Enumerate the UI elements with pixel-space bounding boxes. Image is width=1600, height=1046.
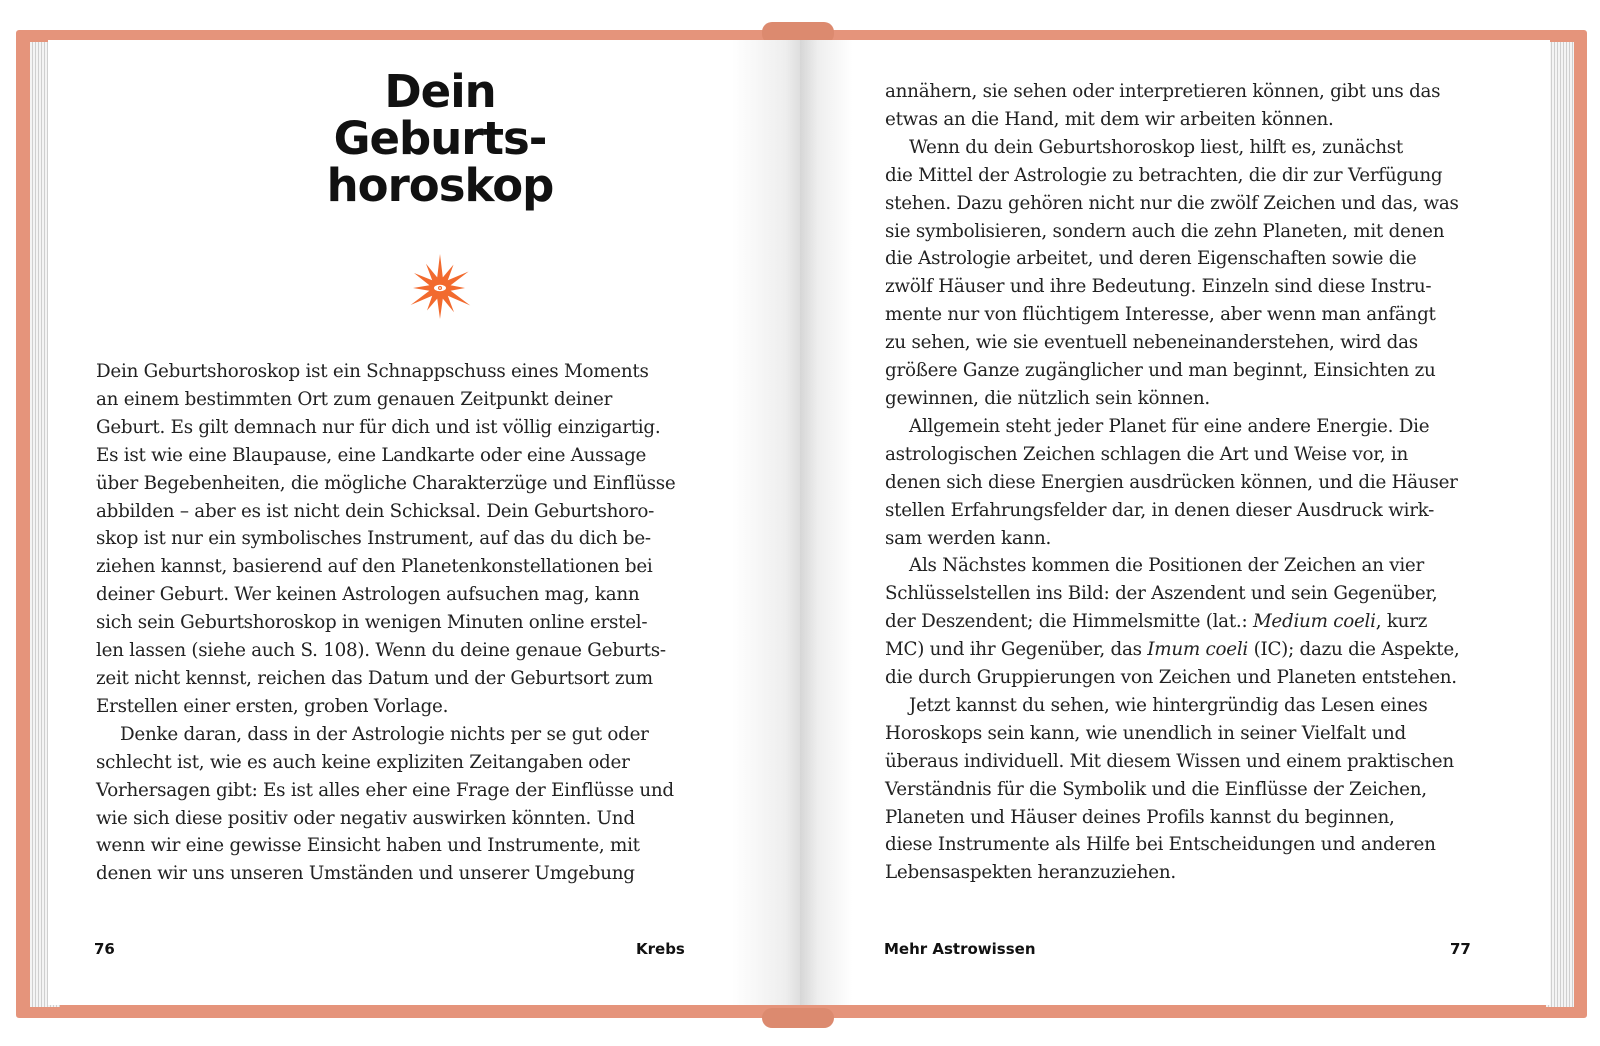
text-line: diese Instrumente als Hilfe bei Entscheidungen und anderen xyxy=(885,834,1436,856)
text-line: sich sein Geburtshoroskop in wenigen Minuten online erstel- xyxy=(96,612,648,634)
text-segment: (IC); dazu die Aspekte, xyxy=(1248,639,1460,661)
text-line: Vorhersagen gibt: Es ist alles eher eine Frage der Einflüsse und xyxy=(96,779,674,801)
text-line: Jetzt kannst du sehen, wie hintergründig das Lesen eines xyxy=(909,694,1428,716)
text-line: größere Ganze zugänglicher und man beginnt, Einsichten zu xyxy=(885,360,1436,382)
text-line: Dein Geburtshoroskop ist ein Schnappschuss eines Moments xyxy=(96,361,649,382)
text-line: wenn wir eine gewisse Einsicht haben und Instrumente, mit xyxy=(96,835,640,857)
text-line: Als Nächstes kommen die Positionen der Zeichen an vier xyxy=(909,555,1424,577)
text-line: Erstellen einer ersten, groben Vorlage. xyxy=(96,695,449,717)
text-line: schlecht ist, wie es auch keine expliziten Zeitangaben oder xyxy=(96,751,630,773)
text-line: stehen. Dazu gehören nicht nur die zwölf Zeichen und das, was xyxy=(885,192,1459,214)
text-line: abbilden – aber es ist nicht dein Schicksal. Dein Geburtshoro- xyxy=(96,500,655,522)
text-line: annähern, sie sehen oder interpretieren können, gibt uns das xyxy=(885,81,1441,102)
text-line: zwölf Häuser und ihre Bedeutung. Einzeln sind diese Instru- xyxy=(885,276,1432,298)
text-line xyxy=(885,608,1497,636)
text-line: zeit nicht kennst, reichen das Datum und der Geburtsort zum xyxy=(96,667,653,689)
text-line xyxy=(885,636,1497,664)
page-number-right: 77 xyxy=(1450,940,1471,958)
text-line: Denke daran, dass in der Astrologie nichts per se gut oder xyxy=(120,723,649,745)
chapter-title-line: horoskop xyxy=(326,159,554,212)
text-line: denen sich diese Energien ausdrücken können, und die Häuser xyxy=(885,471,1458,493)
text-line: stellen Erfahrungsfelder dar, in denen dieser Ausdruck wirk- xyxy=(885,499,1435,521)
star-burst-eye-icon xyxy=(404,252,476,324)
text-line: mente nur von flüchtigem Interesse, aber wenn man anfängt xyxy=(885,304,1436,326)
text-line: Lebensaspekten heranzuziehen. xyxy=(885,862,1176,884)
italic-term: Medium coeli xyxy=(1252,611,1376,633)
italic-term: Imum coeli xyxy=(1147,639,1249,661)
running-footer-left: Krebs xyxy=(636,940,685,958)
page-number-left: 76 xyxy=(94,940,115,958)
right-page xyxy=(800,40,1550,1005)
text-line: die Mittel der Astrologie zu betrachten, die dir zur Verfügung xyxy=(885,164,1443,186)
text-line: skop ist nur ein symbolisches Instrument, auf das du dich be- xyxy=(96,528,651,550)
text-line: denen wir uns unseren Umständen und unserer Umgebung xyxy=(96,863,635,885)
right-body-text xyxy=(885,78,1497,887)
text-line: Allgemein steht jeder Planet für eine andere Energie. Die xyxy=(909,415,1430,437)
text-segment: der Deszendent; die Himmelsmitte (lat.: xyxy=(885,611,1253,633)
text-line: sam werden kann. xyxy=(885,527,1052,549)
text-line: zu sehen, wie sie eventuell nebeneinanderstehen, wird das xyxy=(885,332,1418,354)
text-line: Horoskops sein kann, wie unendlich in seiner Vielfalt und xyxy=(885,722,1407,744)
text-line: deiner Geburt. Wer keinen Astrologen aufsuchen mag, kann xyxy=(96,584,640,606)
text-line: gewinnen, die nützlich sein können. xyxy=(885,387,1210,409)
chapter-title-line: Geburts- xyxy=(333,112,547,165)
text-line: sie symbolisieren, sondern auch die zehn Planeten, mit denen xyxy=(885,220,1445,242)
left-page xyxy=(48,40,808,1005)
text-line: astrologischen Zeichen schlagen die Art und Weise vor, in xyxy=(885,443,1408,465)
text-line: überaus individuell. Mit diesem Wissen und einem praktischen xyxy=(885,750,1454,772)
text-line: ziehen kannst, basierend auf den Planetenkonstellationen bei xyxy=(96,556,653,578)
text-line: wie sich diese positiv oder negativ auswirken könnten. Und xyxy=(96,807,635,829)
text-line: Geburt. Es gilt demnach nur für dich und ist völlig einzigartig. xyxy=(96,416,661,438)
text-line: Verständnis für die Symbolik und die Einflüsse der Zeichen, xyxy=(885,778,1427,800)
book-spine-bottom xyxy=(762,1008,834,1028)
text-line: die Astrologie arbeitet, und deren Eigenschaften sowie die xyxy=(885,248,1417,270)
text-line: Es ist wie eine Blaupause, eine Landkarte oder eine Aussage xyxy=(96,444,647,466)
text-line: Schlüsselstellen ins Bild: der Aszendent und sein Gegenüber, xyxy=(885,583,1438,605)
text-segment: MC) und ihr Gegenüber, das xyxy=(885,639,1148,661)
text-line: Wenn du dein Geburtshoroskop liest, hilft es, zunächst xyxy=(909,136,1403,158)
left-body-text xyxy=(96,358,711,888)
chapter-title-line: Dein xyxy=(384,65,496,118)
text-line: die durch Gruppierungen von Zeichen und Planeten entstehen. xyxy=(885,667,1457,689)
text-line: über Begebenheiten, die mögliche Charakterzüge und Einflüsse xyxy=(96,472,676,494)
text-line: len lassen (siehe auch S. 108). Wenn du deine genaue Geburts- xyxy=(96,640,666,662)
page-edges-right xyxy=(1546,42,1574,1007)
text-line: an einem bestimmten Ort zum genauen Zeitpunkt deiner xyxy=(96,388,613,410)
text-line: etwas an die Hand, mit dem wir arbeiten können. xyxy=(885,108,1334,130)
text-segment: , kurz xyxy=(1375,611,1428,633)
running-footer-right: Mehr Astrowissen xyxy=(884,940,1036,958)
chapter-title xyxy=(280,65,600,212)
text-line: Planeten und Häuser deines Profils kannst du beginnen, xyxy=(885,806,1395,828)
